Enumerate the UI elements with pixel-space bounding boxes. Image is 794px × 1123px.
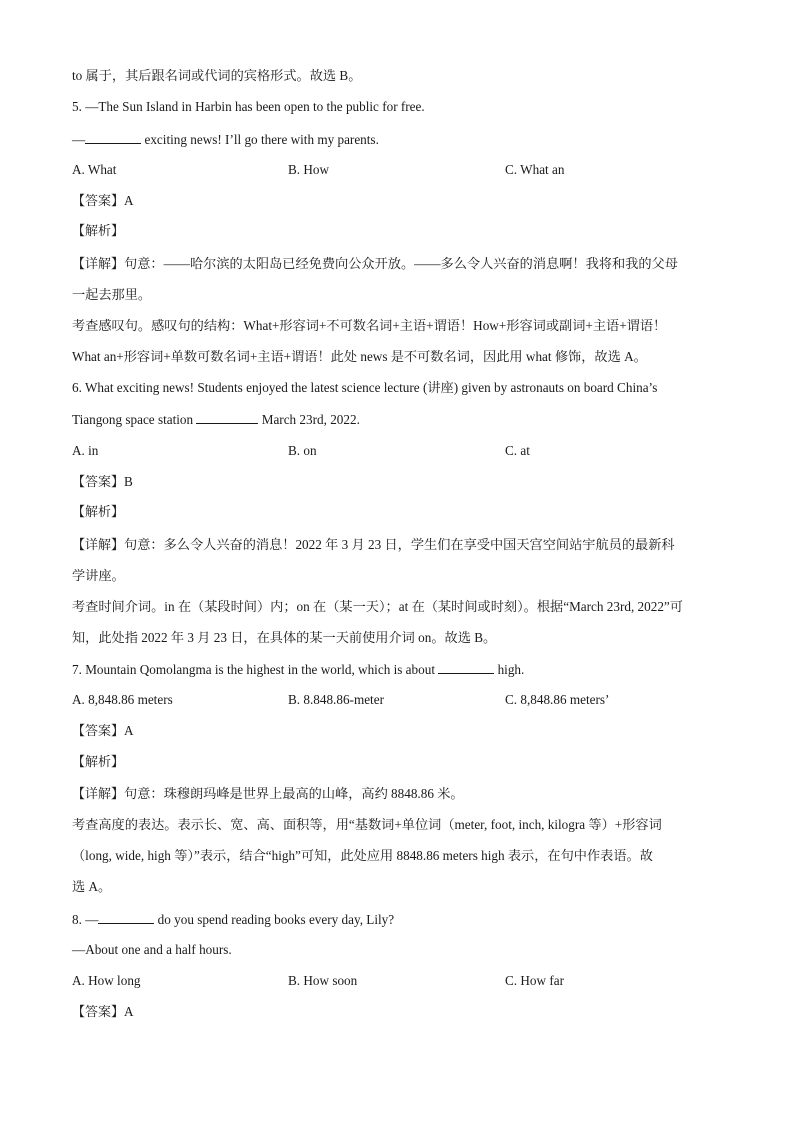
q6-blank: [196, 410, 258, 424]
q7-answer: [72, 722, 134, 741]
q7-detail-tag: 【详解】: [72, 787, 125, 802]
q7-stem-tail: high.: [494, 662, 525, 677]
q7-detail-line-3: （long, wide, high 等）”表示，结合“high”可知，此处应用 8848.86 meters high 表示，在句中作表语。故: [72, 848, 653, 863]
q8-stem-tail: do you spend reading books every day, Lily?: [154, 912, 395, 927]
q7-detail-text-1: 句意：珠穆朗玛峰是世界上最高的山峰，高约 8848.86 米。: [124, 786, 464, 801]
q7-answer-tag: 【答案】: [72, 724, 125, 739]
q7-analysis-tag: 【解析】: [72, 755, 125, 770]
prev-explanation-end: to 属于，其后跟名词或代词的宾格形式。故选 B。: [72, 68, 362, 83]
q8-option-c: C. How far: [505, 973, 564, 988]
q5-answer-value: A: [124, 193, 134, 208]
q8-option-b: B. How soon: [288, 973, 358, 988]
q6-stem-line-2: [72, 410, 360, 429]
q7-blank: [438, 660, 494, 674]
q6-option-c: C. at: [505, 443, 530, 458]
q5-detail-line-1: [72, 255, 678, 274]
q6-detail-line-4: 知，此处指 2022 年 3 月 23 日，在具体的某一天前使用介词 on。故选 B。: [72, 630, 497, 645]
q8-stem-head: 8. —: [72, 912, 99, 927]
q8-option-a: A. How long: [72, 973, 141, 988]
q6-option-a: A. in: [72, 443, 99, 458]
q5-detail-line-4: What an+形容词+单数可数名词+主语+谓语！此处 news 是不可数名词，因此用 what 修饰，故选 A。: [72, 349, 647, 364]
q6-stem-head: Tiangong space station: [72, 412, 197, 427]
q5-option-b: B. How: [288, 162, 330, 177]
q5-option-c: C. What an: [505, 162, 565, 177]
q6-stem-line-1: 6. What exciting news! Students enjoyed the latest science lecture (讲座) given by astronauts on board China’s: [72, 380, 658, 395]
q5-detail-line-3: 考查感叹句。感叹句的结构：What+形容词+不可数名词+主语+谓语！How+形容词或副词+主语+谓语！: [72, 318, 667, 333]
q5-detail-text-1: 句意：——哈尔滨的太阳岛已经免费向公众开放。——多么令人兴奋的消息啊！我将和我的父母: [124, 256, 678, 271]
q6-answer-tag: 【答案】: [72, 475, 125, 490]
q8-answer-value: A: [124, 1004, 134, 1019]
q5-answer: [72, 192, 134, 211]
q8-answer-tag: 【答案】: [72, 1005, 125, 1020]
q5-analysis-tag: 【解析】: [72, 224, 125, 239]
q7-stem-line-1: [72, 660, 524, 679]
q6-detail-line-2: 学讲座。: [72, 568, 125, 583]
q7-stem-head: 7. Mountain Qomolangma is the highest in the world, which is about: [72, 662, 439, 677]
q7-option-a: A. 8,848.86 meters: [72, 692, 173, 707]
q6-answer-value: B: [124, 474, 133, 489]
q5-stem-tail: exciting news! I’ll go there with my parents.: [141, 132, 379, 147]
q5-answer-tag: 【答案】: [72, 194, 125, 209]
q8-blank: [98, 910, 154, 924]
q5-detail-line-2: 一起去那里。: [72, 287, 152, 302]
q6-detail-tag: 【详解】: [72, 538, 125, 553]
q7-option-c: C. 8,848.86 meters’: [505, 692, 610, 707]
q5-detail-tag: 【详解】: [72, 257, 125, 272]
q7-detail-line-1: [72, 785, 464, 804]
q6-option-b: B. on: [288, 443, 317, 458]
q7-answer-value: A: [124, 723, 134, 738]
q6-stem-tail: March 23rd, 2022.: [258, 412, 360, 427]
q5-dash: —: [72, 132, 86, 147]
q5-stem-line-2: [72, 130, 379, 149]
q6-detail-text-1: 句意：多么令人兴奋的消息！2022 年 3 月 23 日，学生们在享受中国天宫空间站宇航员的最新科: [124, 537, 675, 552]
q6-detail-line-1: [72, 536, 675, 555]
q6-analysis-tag: 【解析】: [72, 505, 125, 520]
q5-blank: [85, 130, 141, 144]
q6-detail-line-3: 考查时间介词。in 在（某段时间）内；on 在（某一天）；at 在（某时间或时刻）。根据“March 23rd, 2022”可: [72, 599, 683, 614]
q5-stem-line-1: 5. —The Sun Island in Harbin has been open to the public for free.: [72, 99, 425, 114]
q7-detail-line-2: 考查高度的表达。表示长、宽、高、面积等，用“基数词+单位词（meter, foot, inch, kilogra 等）+形容词: [72, 817, 662, 832]
q5-option-a: A. What: [72, 162, 117, 177]
q8-answer: [72, 1003, 134, 1022]
q7-detail-line-4: 选 A。: [72, 879, 112, 894]
q8-stem-line-2: —About one and a half hours.: [72, 942, 232, 957]
q6-answer: [72, 473, 133, 492]
q7-option-b: B. 8.848.86-meter: [288, 692, 384, 707]
q8-stem-line-1: [72, 910, 394, 929]
